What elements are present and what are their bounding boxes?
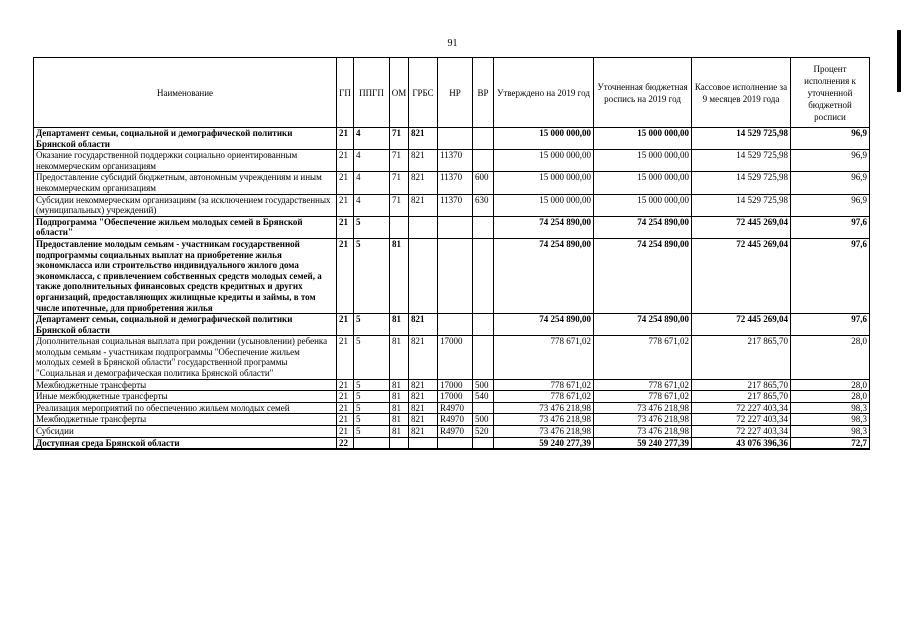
- cell-refined: 15 000 000,00: [594, 128, 692, 150]
- cell-om: 81: [390, 336, 409, 379]
- cell-vr: [473, 437, 494, 449]
- cell-vr: 500: [473, 414, 494, 426]
- table-row: [34, 336, 870, 379]
- header-refined: Уточненная бюджетная роспись на 2019 год: [594, 58, 692, 128]
- cell-cash: 72 445 269,04: [692, 216, 791, 238]
- cell-np: R4970: [438, 426, 473, 438]
- cell-approved: 74 254 890,00: [494, 314, 594, 336]
- cell-gp: 21: [337, 172, 354, 194]
- cell-cash: 14 529 725,98: [692, 128, 791, 150]
- cell-name: Оказание государственной поддержки социально ориентированным некоммерческим организациям: [34, 150, 337, 172]
- cell-percent: 96,9: [791, 128, 870, 150]
- cell-name: Подпрограмма "Обеспечение жильем молодых семей в Брянской области": [34, 216, 337, 238]
- table-row: [34, 172, 870, 194]
- cell-grbs: 821: [409, 314, 438, 336]
- cell-np: [438, 128, 473, 150]
- cell-cash: 72 227 403,34: [692, 426, 791, 438]
- cell-gp: 21: [337, 379, 354, 391]
- header-vr: ВР: [473, 58, 494, 128]
- cell-refined: 778 671,02: [594, 391, 692, 403]
- cell-name: Предоставление субсидий бюджетным, автономным учреждениям и иным некоммерческим организациям: [34, 172, 337, 194]
- cell-percent: 97,6: [791, 216, 870, 238]
- cell-approved: 74 254 890,00: [494, 216, 594, 238]
- cell-cash: 217 865,70: [692, 336, 791, 379]
- cell-cash: 72 445 269,04: [692, 238, 791, 313]
- cell-om: 71: [390, 172, 409, 194]
- header-name: Наименование: [34, 58, 337, 128]
- cell-name: Межбюджетные трансферты: [34, 379, 337, 391]
- cell-approved: 73 476 218,98: [494, 402, 594, 414]
- cell-cash: 72 227 403,34: [692, 402, 791, 414]
- table-row: [34, 391, 870, 403]
- cell-vr: [473, 150, 494, 172]
- cell-om: 71: [390, 128, 409, 150]
- cell-gp: 21: [337, 128, 354, 150]
- cell-refined: 15 000 000,00: [594, 172, 692, 194]
- cell-name: Иные межбюджетные трансферты: [34, 391, 337, 403]
- cell-grbs: 821: [409, 391, 438, 403]
- cell-om: 81: [390, 391, 409, 403]
- cell-vr: [473, 402, 494, 414]
- cell-ppgp: 5: [354, 379, 390, 391]
- cell-cash: 43 076 396,36: [692, 437, 791, 449]
- cell-om: 71: [390, 194, 409, 216]
- header-percent: Процент исполнения к уточненной бюджетной росписи: [791, 58, 870, 128]
- cell-cash: 217 865,70: [692, 379, 791, 391]
- cell-ppgp: 5: [354, 402, 390, 414]
- cell-vr: 600: [473, 172, 494, 194]
- cell-percent: 96,9: [791, 194, 870, 216]
- table-row: [34, 426, 870, 438]
- table-row: [34, 402, 870, 414]
- page-number: 91: [447, 38, 458, 49]
- header-ppgp: ППГП: [354, 58, 390, 128]
- table-row: [34, 216, 870, 238]
- cell-np: 17000: [438, 336, 473, 379]
- cell-name: Субсидии: [34, 426, 337, 438]
- header-np: НР: [438, 58, 473, 128]
- header-grbs: ГРБС: [409, 58, 438, 128]
- cell-cash: 14 529 725,98: [692, 194, 791, 216]
- budget-table: [33, 57, 870, 450]
- cell-ppgp: 5: [354, 238, 390, 313]
- cell-name: Реализация мероприятий по обеспечению жильем молодых семей: [34, 402, 337, 414]
- table-row: [34, 437, 870, 449]
- cell-refined: 73 476 218,98: [594, 426, 692, 438]
- cell-grbs: 821: [409, 426, 438, 438]
- cell-refined: 74 254 890,00: [594, 238, 692, 313]
- cell-name: Дополнительная социальная выплата при рождении (усыновлении) ребенка молодым семьям - участникам подпрограммы "Обеспечение жильем молодых семей в Брянской области" государственной программы "Социальная и демографическая политика Брянской области": [34, 336, 337, 379]
- cell-grbs: 821: [409, 414, 438, 426]
- cell-percent: 28,0: [791, 336, 870, 379]
- cell-approved: 778 671,02: [494, 391, 594, 403]
- header-cash: Кассовое исполнение за 9 месяцев 2019 года: [692, 58, 791, 128]
- cell-gp: 21: [337, 216, 354, 238]
- cell-grbs: [409, 238, 438, 313]
- cell-percent: 98,3: [791, 402, 870, 414]
- header-row: [34, 58, 870, 128]
- cell-percent: 98,3: [791, 426, 870, 438]
- cell-percent: 96,9: [791, 150, 870, 172]
- cell-refined: 73 476 218,98: [594, 414, 692, 426]
- cell-refined: 15 000 000,00: [594, 150, 692, 172]
- cell-ppgp: 5: [354, 314, 390, 336]
- cell-ppgp: 4: [354, 150, 390, 172]
- table-body: [34, 128, 870, 450]
- cell-vr: [473, 238, 494, 313]
- cell-ppgp: 5: [354, 391, 390, 403]
- cell-np: 11370: [438, 150, 473, 172]
- cell-vr: 630: [473, 194, 494, 216]
- cell-ppgp: 4: [354, 194, 390, 216]
- table-row: [34, 194, 870, 216]
- table-row: [34, 238, 870, 313]
- cell-gp: 21: [337, 194, 354, 216]
- cell-approved: 15 000 000,00: [494, 194, 594, 216]
- cell-percent: 98,3: [791, 414, 870, 426]
- cell-grbs: 821: [409, 172, 438, 194]
- cell-vr: [473, 128, 494, 150]
- margin-bar: [897, 30, 901, 92]
- cell-vr: 500: [473, 379, 494, 391]
- table-row: [34, 128, 870, 150]
- cell-approved: 73 476 218,98: [494, 426, 594, 438]
- cell-refined: 59 240 277,39: [594, 437, 692, 449]
- cell-approved: 15 000 000,00: [494, 150, 594, 172]
- cell-np: [438, 314, 473, 336]
- cell-np: [438, 238, 473, 313]
- cell-np: 11370: [438, 172, 473, 194]
- cell-ppgp: 5: [354, 426, 390, 438]
- cell-om: 81: [390, 314, 409, 336]
- cell-grbs: 821: [409, 128, 438, 150]
- cell-percent: 28,0: [791, 391, 870, 403]
- cell-om: [390, 216, 409, 238]
- cell-vr: [473, 336, 494, 379]
- table-row: [34, 379, 870, 391]
- cell-np: [438, 437, 473, 449]
- cell-vr: [473, 216, 494, 238]
- cell-om: 81: [390, 414, 409, 426]
- cell-name: Субсидии некоммерческим организациям (за исключением государственных (муниципальных) учреждений): [34, 194, 337, 216]
- cell-vr: 540: [473, 391, 494, 403]
- cell-refined: 74 254 890,00: [594, 314, 692, 336]
- cell-grbs: [409, 216, 438, 238]
- cell-approved: 59 240 277,39: [494, 437, 594, 449]
- cell-refined: 74 254 890,00: [594, 216, 692, 238]
- cell-grbs: 821: [409, 402, 438, 414]
- cell-gp: 21: [337, 414, 354, 426]
- cell-approved: 15 000 000,00: [494, 172, 594, 194]
- header-approved: Утверждено на 2019 год: [494, 58, 594, 128]
- cell-percent: 28,0: [791, 379, 870, 391]
- cell-ppgp: 4: [354, 128, 390, 150]
- cell-ppgp: 5: [354, 216, 390, 238]
- header-gp: ГП: [337, 58, 354, 128]
- cell-grbs: 821: [409, 379, 438, 391]
- cell-om: [390, 437, 409, 449]
- cell-approved: 778 671,02: [494, 336, 594, 379]
- cell-percent: 97,6: [791, 238, 870, 313]
- cell-om: 81: [390, 402, 409, 414]
- cell-grbs: [409, 437, 438, 449]
- cell-approved: 778 671,02: [494, 379, 594, 391]
- cell-refined: 778 671,02: [594, 379, 692, 391]
- cell-name: Департамент семьи, социальной и демографической политики Брянской области: [34, 128, 337, 150]
- cell-om: 81: [390, 238, 409, 313]
- table-row: [34, 314, 870, 336]
- header-om: ОМ: [390, 58, 409, 128]
- cell-name: Доступная среда Брянской области: [34, 437, 337, 449]
- cell-cash: 217 865,70: [692, 391, 791, 403]
- cell-percent: 72,7: [791, 437, 870, 449]
- table-row: [34, 150, 870, 172]
- cell-np: R4970: [438, 402, 473, 414]
- cell-name: Межбюджетные трансферты: [34, 414, 337, 426]
- cell-gp: 21: [337, 336, 354, 379]
- cell-name: Предоставление молодым семьям - участникам государственной подпрограммы социальных выплат на приобретение жилья экономкласса или строительство индивидуального жилого дома экономкласса, с привлечением собственных средств молодых семей, а также дополнительных финансовых средств кредитных и других организаций, предоставляющих жилищные кредиты и займы, в том числе ипотечные, для приобретения жилья: [34, 238, 337, 313]
- cell-np: [438, 216, 473, 238]
- cell-np: 17000: [438, 379, 473, 391]
- cell-grbs: 821: [409, 336, 438, 379]
- cell-name: Департамент семьи, социальной и демографической политики Брянской области: [34, 314, 337, 336]
- cell-gp: 22: [337, 437, 354, 449]
- cell-approved: 74 254 890,00: [494, 238, 594, 313]
- cell-np: 17000: [438, 391, 473, 403]
- cell-vr: [473, 314, 494, 336]
- cell-gp: 21: [337, 238, 354, 313]
- cell-vr: 520: [473, 426, 494, 438]
- cell-ppgp: 5: [354, 336, 390, 379]
- cell-percent: 97,6: [791, 314, 870, 336]
- cell-ppgp: 5: [354, 414, 390, 426]
- cell-np: R4970: [438, 414, 473, 426]
- cell-gp: 21: [337, 426, 354, 438]
- cell-om: 81: [390, 426, 409, 438]
- cell-om: 81: [390, 379, 409, 391]
- cell-approved: 15 000 000,00: [494, 128, 594, 150]
- cell-refined: 778 671,02: [594, 336, 692, 379]
- cell-grbs: 821: [409, 194, 438, 216]
- cell-cash: 72 445 269,04: [692, 314, 791, 336]
- cell-gp: 21: [337, 402, 354, 414]
- cell-ppgp: [354, 437, 390, 449]
- cell-refined: 73 476 218,98: [594, 402, 692, 414]
- cell-cash: 14 529 725,98: [692, 172, 791, 194]
- cell-percent: 96,9: [791, 172, 870, 194]
- cell-gp: 21: [337, 314, 354, 336]
- cell-gp: 21: [337, 391, 354, 403]
- cell-grbs: 821: [409, 150, 438, 172]
- cell-cash: 72 227 403,34: [692, 414, 791, 426]
- table-row: [34, 414, 870, 426]
- cell-ppgp: 4: [354, 172, 390, 194]
- cell-approved: 73 476 218,98: [494, 414, 594, 426]
- cell-om: 71: [390, 150, 409, 172]
- cell-np: 11370: [438, 194, 473, 216]
- cell-refined: 15 000 000,00: [594, 194, 692, 216]
- cell-gp: 21: [337, 150, 354, 172]
- cell-cash: 14 529 725,98: [692, 150, 791, 172]
